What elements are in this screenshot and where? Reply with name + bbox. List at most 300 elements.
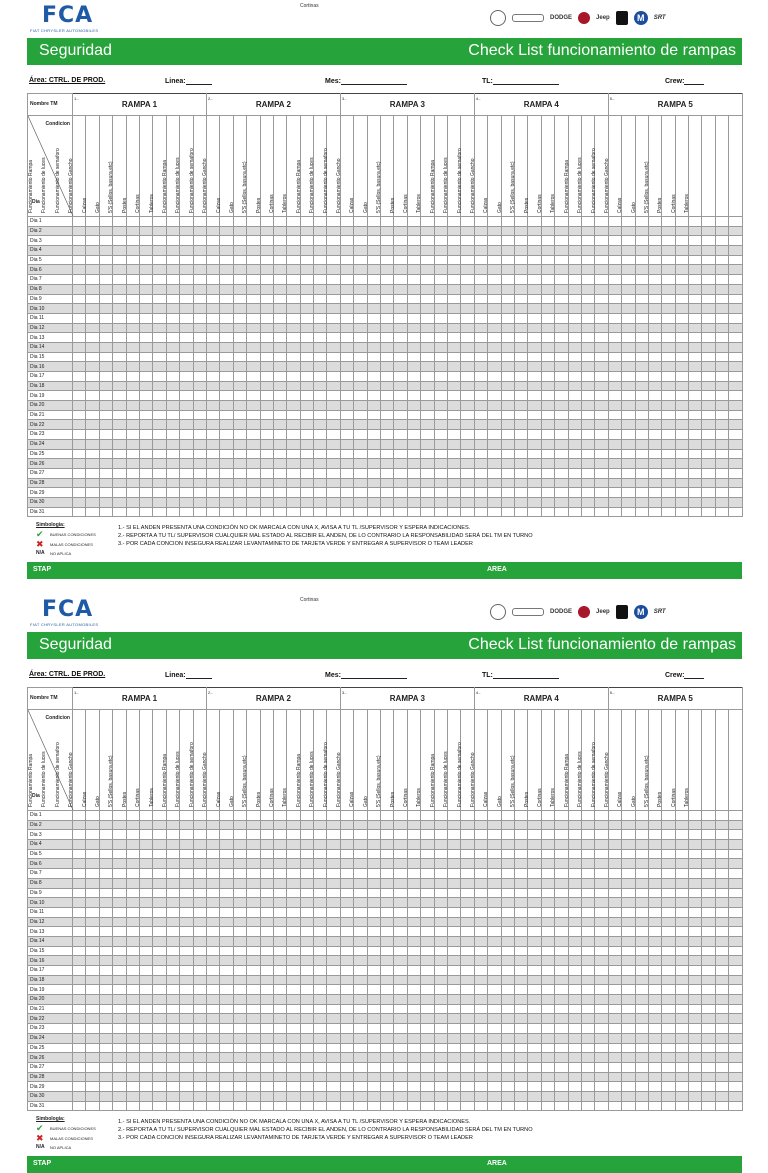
check-cell[interactable] (434, 917, 447, 927)
check-cell[interactable] (501, 1004, 514, 1014)
check-cell[interactable] (86, 333, 99, 343)
check-cell[interactable] (555, 975, 568, 985)
check-cell[interactable] (113, 1004, 126, 1014)
linea-field[interactable]: Linea: (165, 671, 212, 679)
check-cell[interactable] (314, 917, 327, 927)
check-cell[interactable] (635, 391, 648, 401)
check-cell[interactable] (367, 333, 380, 343)
check-cell[interactable] (541, 859, 554, 869)
check-cell[interactable] (381, 381, 394, 391)
check-cell[interactable] (99, 342, 112, 352)
check-cell[interactable] (86, 1043, 99, 1053)
check-cell[interactable] (273, 898, 286, 908)
check-cell[interactable] (247, 927, 260, 937)
check-cell[interactable] (715, 439, 728, 449)
check-cell[interactable] (354, 1014, 367, 1024)
check-cell[interactable] (461, 1004, 474, 1014)
check-cell[interactable] (354, 820, 367, 830)
check-cell[interactable] (99, 236, 112, 246)
check-cell[interactable] (648, 236, 661, 246)
check-cell[interactable] (702, 869, 715, 879)
check-cell[interactable] (407, 1004, 420, 1014)
check-cell[interactable] (501, 226, 514, 236)
check-cell[interactable] (381, 420, 394, 430)
check-cell[interactable] (247, 1101, 260, 1111)
check-cell[interactable] (260, 917, 273, 927)
check-cell[interactable] (702, 430, 715, 440)
check-cell[interactable] (99, 420, 112, 430)
check-cell[interactable] (729, 352, 742, 362)
check-cell[interactable] (608, 430, 621, 440)
check-cell[interactable] (702, 898, 715, 908)
check-cell[interactable] (273, 830, 286, 840)
check-cell[interactable] (139, 820, 152, 830)
check-cell[interactable] (488, 439, 501, 449)
check-cell[interactable] (662, 507, 675, 517)
check-cell[interactable] (608, 284, 621, 294)
check-cell[interactable] (622, 217, 635, 227)
check-cell[interactable] (247, 956, 260, 966)
check-cell[interactable] (220, 1004, 233, 1014)
check-cell[interactable] (340, 372, 353, 382)
check-cell[interactable] (367, 439, 380, 449)
check-cell[interactable] (541, 840, 554, 850)
check-cell[interactable] (153, 975, 166, 985)
check-cell[interactable] (461, 362, 474, 372)
check-cell[interactable] (247, 1062, 260, 1072)
check-cell[interactable] (220, 878, 233, 888)
check-cell[interactable] (113, 1091, 126, 1101)
check-cell[interactable] (340, 1101, 353, 1111)
check-cell[interactable] (407, 936, 420, 946)
check-cell[interactable] (340, 333, 353, 343)
check-cell[interactable] (461, 907, 474, 917)
check-cell[interactable] (555, 236, 568, 246)
check-cell[interactable] (407, 1062, 420, 1072)
check-cell[interactable] (434, 313, 447, 323)
check-cell[interactable] (220, 255, 233, 265)
check-cell[interactable] (488, 236, 501, 246)
check-cell[interactable] (514, 478, 527, 488)
check-cell[interactable] (581, 342, 594, 352)
check-cell[interactable] (635, 507, 648, 517)
check-cell[interactable] (568, 323, 581, 333)
check-cell[interactable] (434, 878, 447, 888)
check-cell[interactable] (327, 966, 340, 976)
check-cell[interactable] (300, 342, 313, 352)
check-cell[interactable] (327, 217, 340, 227)
check-cell[interactable] (488, 1053, 501, 1063)
check-cell[interactable] (247, 362, 260, 372)
check-cell[interactable] (367, 966, 380, 976)
check-cell[interactable] (501, 1082, 514, 1092)
check-cell[interactable] (139, 849, 152, 859)
check-cell[interactable] (206, 859, 219, 869)
check-cell[interactable] (461, 381, 474, 391)
check-cell[interactable] (287, 878, 300, 888)
check-cell[interactable] (73, 236, 86, 246)
check-cell[interactable] (139, 410, 152, 420)
check-cell[interactable] (729, 401, 742, 411)
check-cell[interactable] (715, 975, 728, 985)
check-cell[interactable] (581, 1091, 594, 1101)
check-cell[interactable] (702, 304, 715, 314)
check-cell[interactable] (166, 830, 179, 840)
check-cell[interactable] (327, 907, 340, 917)
check-cell[interactable] (220, 1043, 233, 1053)
check-cell[interactable] (488, 294, 501, 304)
check-cell[interactable] (448, 946, 461, 956)
check-cell[interactable] (662, 381, 675, 391)
check-cell[interactable] (648, 284, 661, 294)
check-cell[interactable] (354, 217, 367, 227)
check-cell[interactable] (501, 898, 514, 908)
check-cell[interactable] (514, 1053, 527, 1063)
check-cell[interactable] (86, 1053, 99, 1063)
check-cell[interactable] (99, 898, 112, 908)
check-cell[interactable] (488, 265, 501, 275)
check-cell[interactable] (73, 1072, 86, 1082)
check-cell[interactable] (662, 869, 675, 879)
check-cell[interactable] (260, 342, 273, 352)
check-cell[interactable] (448, 1082, 461, 1092)
check-cell[interactable] (501, 323, 514, 333)
check-cell[interactable] (86, 372, 99, 382)
check-cell[interactable] (702, 1101, 715, 1111)
check-cell[interactable] (273, 975, 286, 985)
check-cell[interactable] (407, 1072, 420, 1082)
check-cell[interactable] (608, 401, 621, 411)
check-cell[interactable] (260, 304, 273, 314)
check-cell[interactable] (689, 236, 702, 246)
check-cell[interactable] (126, 459, 139, 469)
check-cell[interactable] (300, 966, 313, 976)
check-cell[interactable] (300, 1062, 313, 1072)
check-cell[interactable] (622, 898, 635, 908)
check-cell[interactable] (528, 1072, 541, 1082)
check-cell[interactable] (153, 439, 166, 449)
check-cell[interactable] (461, 410, 474, 420)
check-cell[interactable] (287, 946, 300, 956)
check-cell[interactable] (233, 236, 246, 246)
check-cell[interactable] (166, 255, 179, 265)
check-cell[interactable] (139, 275, 152, 285)
check-cell[interactable] (581, 352, 594, 362)
check-cell[interactable] (381, 236, 394, 246)
check-cell[interactable] (260, 1072, 273, 1082)
check-cell[interactable] (340, 1004, 353, 1014)
check-cell[interactable] (514, 936, 527, 946)
check-cell[interactable] (434, 468, 447, 478)
check-cell[interactable] (233, 1072, 246, 1082)
check-cell[interactable] (448, 507, 461, 517)
check-cell[interactable] (675, 830, 688, 840)
check-cell[interactable] (86, 313, 99, 323)
check-cell[interactable] (126, 478, 139, 488)
check-cell[interactable] (555, 410, 568, 420)
check-cell[interactable] (354, 956, 367, 966)
check-cell[interactable] (555, 840, 568, 850)
check-cell[interactable] (394, 294, 407, 304)
check-cell[interactable] (514, 811, 527, 821)
check-cell[interactable] (568, 488, 581, 498)
check-cell[interactable] (247, 459, 260, 469)
check-cell[interactable] (99, 1072, 112, 1082)
check-cell[interactable] (421, 975, 434, 985)
check-cell[interactable] (675, 284, 688, 294)
check-cell[interactable] (166, 439, 179, 449)
check-cell[interactable] (421, 869, 434, 879)
check-cell[interactable] (367, 294, 380, 304)
check-cell[interactable] (715, 1033, 728, 1043)
check-cell[interactable] (247, 226, 260, 236)
check-cell[interactable] (488, 811, 501, 821)
check-cell[interactable] (139, 323, 152, 333)
check-cell[interactable] (139, 1053, 152, 1063)
check-cell[interactable] (448, 869, 461, 879)
check-cell[interactable] (702, 294, 715, 304)
check-cell[interactable] (514, 1024, 527, 1034)
check-cell[interactable] (180, 265, 193, 275)
check-cell[interactable] (595, 362, 608, 372)
check-cell[interactable] (635, 1004, 648, 1014)
check-cell[interactable] (367, 1062, 380, 1072)
check-cell[interactable] (367, 507, 380, 517)
check-cell[interactable] (715, 236, 728, 246)
check-cell[interactable] (340, 468, 353, 478)
check-cell[interactable] (461, 459, 474, 469)
check-cell[interactable] (421, 352, 434, 362)
check-cell[interactable] (461, 391, 474, 401)
check-cell[interactable] (474, 820, 487, 830)
check-cell[interactable] (166, 294, 179, 304)
check-cell[interactable] (327, 1072, 340, 1082)
check-cell[interactable] (314, 888, 327, 898)
check-cell[interactable] (220, 372, 233, 382)
check-cell[interactable] (193, 294, 206, 304)
check-cell[interactable] (86, 811, 99, 821)
check-cell[interactable] (73, 275, 86, 285)
check-cell[interactable] (648, 1091, 661, 1101)
check-cell[interactable] (381, 936, 394, 946)
check-cell[interactable] (73, 294, 86, 304)
check-cell[interactable] (166, 372, 179, 382)
check-cell[interactable] (153, 859, 166, 869)
check-cell[interactable] (528, 497, 541, 507)
check-cell[interactable] (448, 966, 461, 976)
check-cell[interactable] (340, 488, 353, 498)
check-cell[interactable] (300, 459, 313, 469)
check-cell[interactable] (327, 917, 340, 927)
check-cell[interactable] (568, 372, 581, 382)
check-cell[interactable] (113, 420, 126, 430)
check-cell[interactable] (113, 401, 126, 411)
check-cell[interactable] (635, 459, 648, 469)
check-cell[interactable] (421, 898, 434, 908)
check-cell[interactable] (448, 956, 461, 966)
check-cell[interactable] (622, 859, 635, 869)
check-cell[interactable] (327, 468, 340, 478)
check-cell[interactable] (113, 985, 126, 995)
check-cell[interactable] (381, 1091, 394, 1101)
check-cell[interactable] (635, 478, 648, 488)
check-cell[interactable] (126, 1053, 139, 1063)
check-cell[interactable] (662, 917, 675, 927)
check-cell[interactable] (86, 294, 99, 304)
check-cell[interactable] (314, 1101, 327, 1111)
check-cell[interactable] (153, 1043, 166, 1053)
check-cell[interactable] (327, 304, 340, 314)
check-cell[interactable] (622, 246, 635, 256)
check-cell[interactable] (702, 255, 715, 265)
check-cell[interactable] (99, 275, 112, 285)
check-cell[interactable] (247, 275, 260, 285)
check-cell[interactable] (581, 294, 594, 304)
check-cell[interactable] (73, 381, 86, 391)
check-cell[interactable] (314, 820, 327, 830)
check-cell[interactable] (635, 1014, 648, 1024)
check-cell[interactable] (340, 1024, 353, 1034)
check-cell[interactable] (555, 255, 568, 265)
check-cell[interactable] (86, 488, 99, 498)
check-cell[interactable] (153, 1004, 166, 1014)
check-cell[interactable] (514, 869, 527, 879)
check-cell[interactable] (381, 1024, 394, 1034)
check-cell[interactable] (474, 966, 487, 976)
check-cell[interactable] (273, 294, 286, 304)
check-cell[interactable] (73, 1024, 86, 1034)
check-cell[interactable] (635, 226, 648, 236)
check-cell[interactable] (461, 1072, 474, 1082)
check-cell[interactable] (528, 410, 541, 420)
check-cell[interactable] (327, 927, 340, 937)
check-cell[interactable] (568, 236, 581, 246)
check-cell[interactable] (180, 304, 193, 314)
check-cell[interactable] (541, 478, 554, 488)
check-cell[interactable] (528, 995, 541, 1005)
check-cell[interactable] (648, 410, 661, 420)
check-cell[interactable] (314, 1014, 327, 1024)
check-cell[interactable] (233, 342, 246, 352)
check-cell[interactable] (689, 1024, 702, 1034)
check-cell[interactable] (354, 313, 367, 323)
check-cell[interactable] (314, 284, 327, 294)
check-cell[interactable] (568, 898, 581, 908)
check-cell[interactable] (715, 1014, 728, 1024)
check-cell[interactable] (595, 946, 608, 956)
check-cell[interactable] (287, 430, 300, 440)
check-cell[interactable] (461, 265, 474, 275)
check-cell[interactable] (608, 1101, 621, 1111)
check-cell[interactable] (675, 840, 688, 850)
check-cell[interactable] (648, 927, 661, 937)
check-cell[interactable] (581, 497, 594, 507)
check-cell[interactable] (568, 313, 581, 323)
check-cell[interactable] (394, 1101, 407, 1111)
check-cell[interactable] (166, 284, 179, 294)
check-cell[interactable] (608, 459, 621, 469)
check-cell[interactable] (367, 1004, 380, 1014)
check-cell[interactable] (448, 459, 461, 469)
check-cell[interactable] (689, 859, 702, 869)
check-cell[interactable] (113, 391, 126, 401)
check-cell[interactable] (514, 246, 527, 256)
check-cell[interactable] (461, 1043, 474, 1053)
check-cell[interactable] (488, 936, 501, 946)
check-cell[interactable] (260, 497, 273, 507)
check-cell[interactable] (166, 898, 179, 908)
check-cell[interactable] (407, 304, 420, 314)
check-cell[interactable] (662, 975, 675, 985)
check-cell[interactable] (421, 420, 434, 430)
check-cell[interactable] (354, 830, 367, 840)
check-cell[interactable] (166, 381, 179, 391)
check-cell[interactable] (166, 811, 179, 821)
check-cell[interactable] (514, 488, 527, 498)
check-cell[interactable] (488, 907, 501, 917)
check-cell[interactable] (314, 985, 327, 995)
check-cell[interactable] (206, 507, 219, 517)
check-cell[interactable] (113, 878, 126, 888)
check-cell[interactable] (166, 401, 179, 411)
check-cell[interactable] (635, 401, 648, 411)
check-cell[interactable] (113, 956, 126, 966)
check-cell[interactable] (327, 352, 340, 362)
check-cell[interactable] (381, 1062, 394, 1072)
check-cell[interactable] (300, 946, 313, 956)
check-cell[interactable] (180, 507, 193, 517)
check-cell[interactable] (220, 898, 233, 908)
check-cell[interactable] (608, 294, 621, 304)
check-cell[interactable] (260, 352, 273, 362)
check-cell[interactable] (166, 1043, 179, 1053)
check-cell[interactable] (448, 985, 461, 995)
check-cell[interactable] (421, 1033, 434, 1043)
check-cell[interactable] (381, 820, 394, 830)
check-cell[interactable] (501, 878, 514, 888)
check-cell[interactable] (568, 304, 581, 314)
check-cell[interactable] (715, 410, 728, 420)
check-cell[interactable] (635, 898, 648, 908)
check-cell[interactable] (608, 275, 621, 285)
check-cell[interactable] (488, 420, 501, 430)
check-cell[interactable] (434, 401, 447, 411)
check-cell[interactable] (648, 898, 661, 908)
check-cell[interactable] (233, 294, 246, 304)
check-cell[interactable] (180, 830, 193, 840)
check-cell[interactable] (635, 811, 648, 821)
check-cell[interactable] (514, 391, 527, 401)
check-cell[interactable] (193, 917, 206, 927)
check-cell[interactable] (608, 323, 621, 333)
check-cell[interactable] (729, 284, 742, 294)
check-cell[interactable] (715, 936, 728, 946)
check-cell[interactable] (461, 1101, 474, 1111)
check-cell[interactable] (73, 946, 86, 956)
check-cell[interactable] (448, 1072, 461, 1082)
check-cell[interactable] (648, 333, 661, 343)
check-cell[interactable] (354, 1004, 367, 1014)
check-cell[interactable] (514, 1062, 527, 1072)
check-cell[interactable] (729, 859, 742, 869)
check-cell[interactable] (407, 313, 420, 323)
check-cell[interactable] (608, 372, 621, 382)
check-cell[interactable] (421, 284, 434, 294)
check-cell[interactable] (541, 217, 554, 227)
check-cell[interactable] (113, 849, 126, 859)
check-cell[interactable] (702, 1014, 715, 1024)
check-cell[interactable] (180, 410, 193, 420)
